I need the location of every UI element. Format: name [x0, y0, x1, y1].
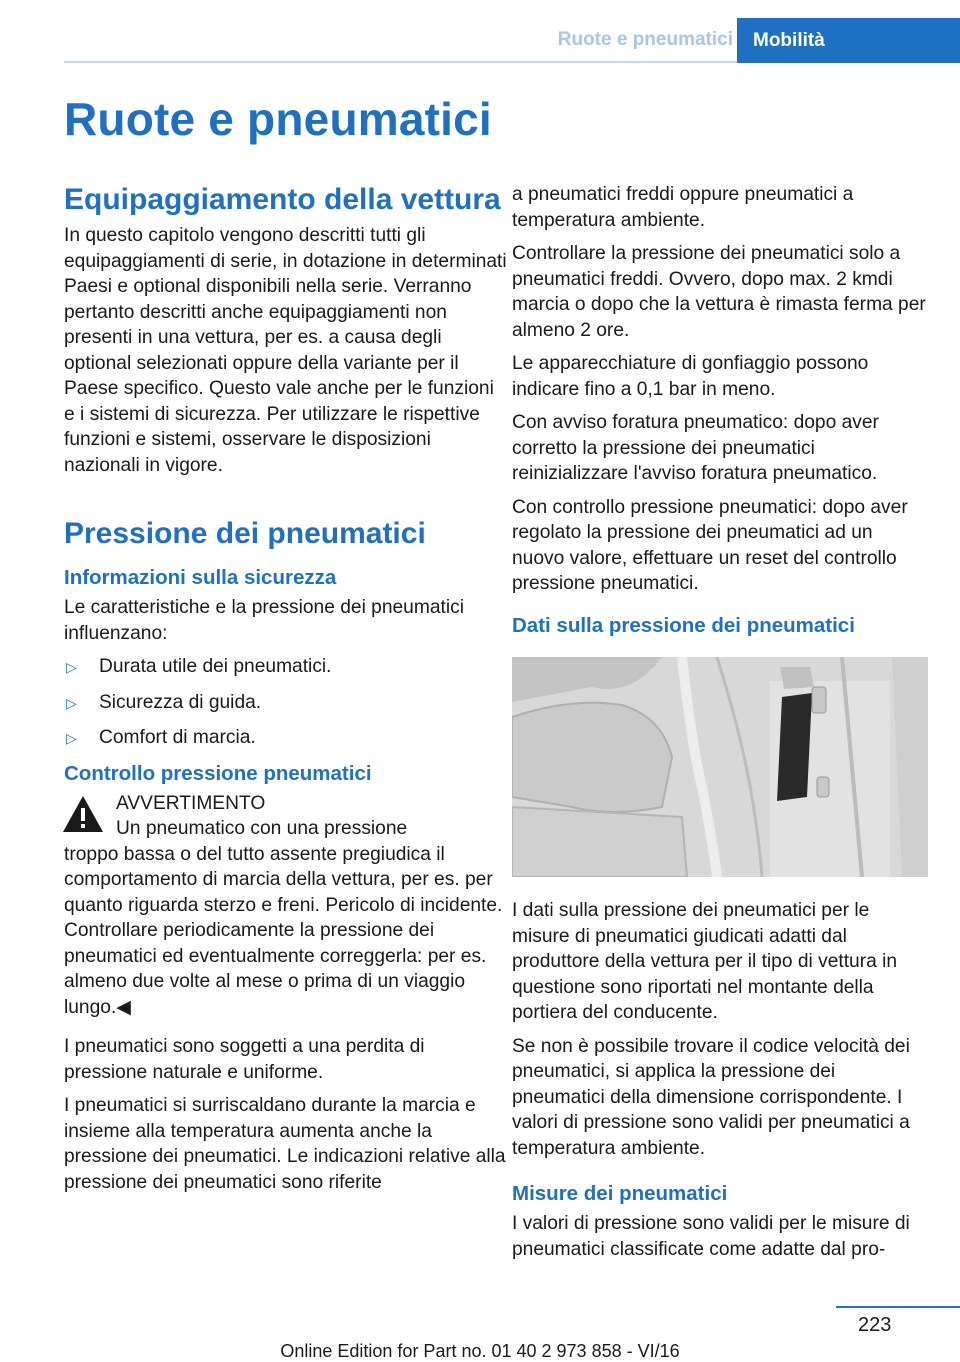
warning-text: troppo bassa o del tutto assente pregiudica il comportamento di marcia della vettura, per es. per quanto riguarda sterzo e freni. Pericolo di incidente. Controllare periodicamente la pressione dei pneumatici ed eventualmente correggerla: per es. almeno due volte al mese o prima di un viaggio lungo.◀ — [64, 843, 503, 1018]
header-tab-mobilita: Mobilità — [737, 18, 960, 63]
footer-edition: Online Edition for Part no. 01 40 2 973 858 - VI/16 — [280, 1341, 680, 1361]
heading-dati-pressione: Dati sulla pressione dei pneumatici — [512, 613, 855, 637]
triangle-bullet-icon: ▷ — [66, 694, 77, 711]
heading-equipaggiamento: Equipaggiamento della vettura — [64, 183, 501, 216]
door-pillar-illustration — [512, 657, 928, 877]
footer-rule — [836, 1306, 960, 1308]
paragraph-misure: I valori di pressione sono validi per le misure di pneumatici classificate come adatte dal pro- — [512, 1213, 910, 1260]
warning-block — [64, 791, 508, 1021]
heading-pressione: Pressione dei pneumatici — [64, 517, 426, 550]
paragraph-surriscaldano: I pneumatici si surriscaldano durante la marcia e insieme alla temperatura aumenta anche la pressione dei pneumatici. Le indicazioni relative alla pressione dei pneumatici sono riferite — [64, 1095, 506, 1193]
left-column — [64, 182, 508, 1203]
paragraph-dati: I dati sulla pressione dei pneumatici per le misure di pneumatici giudicati adatti dal produttore della vettura per il tipo di vettura in questione sono riportati nel montante della portiera del conducente. — [512, 900, 898, 1023]
paragraph-codice-velocita: Se non è possibile trovare il codice velocità dei pneumatici, si applica la pressione dei pneumatici della dimensione corrispondente. I valori di pressione sono validi per pneumatici a temperatura ambiente. — [512, 1035, 910, 1159]
right-column — [512, 182, 930, 1270]
list-item: ▷ Sicurezza di guida. — [64, 690, 508, 716]
header-section-title: Ruote e pneumatici — [557, 29, 733, 50]
paragraph-informazioni: Le caratteristiche e la pressione dei pneumatici influenzano: — [64, 597, 464, 644]
paragraph-controllare: Controllare la pressione dei pneumatici solo a pneumatici freddi. Ovvero, dopo max. 2 kmdi marcia o dopo che la vettura è rimasta ferma per almeno 2 ore. — [512, 243, 926, 341]
page-title: Ruote e pneumatici — [64, 93, 492, 145]
list-item: ▷ Durata utile dei pneumatici. — [64, 654, 508, 680]
warning-triangle-icon — [62, 795, 104, 833]
paragraph-apparecchiature: Le apparecchiature di gonfiaggio possono indicare fino a 0,1 bar in meno. — [512, 353, 869, 400]
triangle-bullet-icon: ▷ — [66, 730, 77, 746]
paragraph-continuation: a pneumatici freddi oppure pneumatici a temperatura ambiente. — [512, 184, 854, 231]
paragraph-perdita: I pneumatici sono soggetti a una perdita di pressione naturale e uniforme. — [64, 1036, 425, 1083]
warning-first-line: Un pneumatico con una pressione — [116, 818, 408, 839]
paragraph-equipaggiamento: In questo capitolo vengono descritti tutti gli equipaggiamenti di serie, in dotazione in determinati Paesi e optional disponibili nella serie. Verranno pertanto descritti anche equipaggiamenti non presenti in una vettura, per es. a causa degli optional selezionati oppure della variante per il Paese specifico. Questo vale anche per le funzioni e i sistemi di sicurezza. Per utilizzare le rispettive funzioni e sistemi, osservare le disposizioni nazionali in vigore. — [64, 225, 507, 476]
list-item: ▷ Comfort di marcia. — [64, 725, 508, 751]
warning-label: AVVERTIMENTO — [116, 792, 266, 814]
paragraph-avviso-foratura: Con avviso foratura pneumatico: dopo aver corretto la pressione dei pneumatici reinizializzare l'avviso foratura pneumatico. — [512, 412, 879, 484]
heading-informazioni-sicurezza: Informazioni sulla sicurezza — [64, 566, 337, 589]
bullet-list — [64, 654, 508, 751]
heading-controllo-pressione: Controllo pressione pneumatici — [64, 761, 372, 785]
page-number: 223 — [858, 1314, 892, 1336]
paragraph-controllo-pressione: Con controllo pressione pneumatici: dopo aver regolato la pressione dei pneumatici ad un nuovo valore, effettuare un reset del controllo pressione pneumatici. — [512, 496, 908, 594]
triangle-bullet-icon: ▷ — [66, 659, 77, 675]
heading-misure: Misure dei pneumatici — [512, 1182, 728, 1205]
